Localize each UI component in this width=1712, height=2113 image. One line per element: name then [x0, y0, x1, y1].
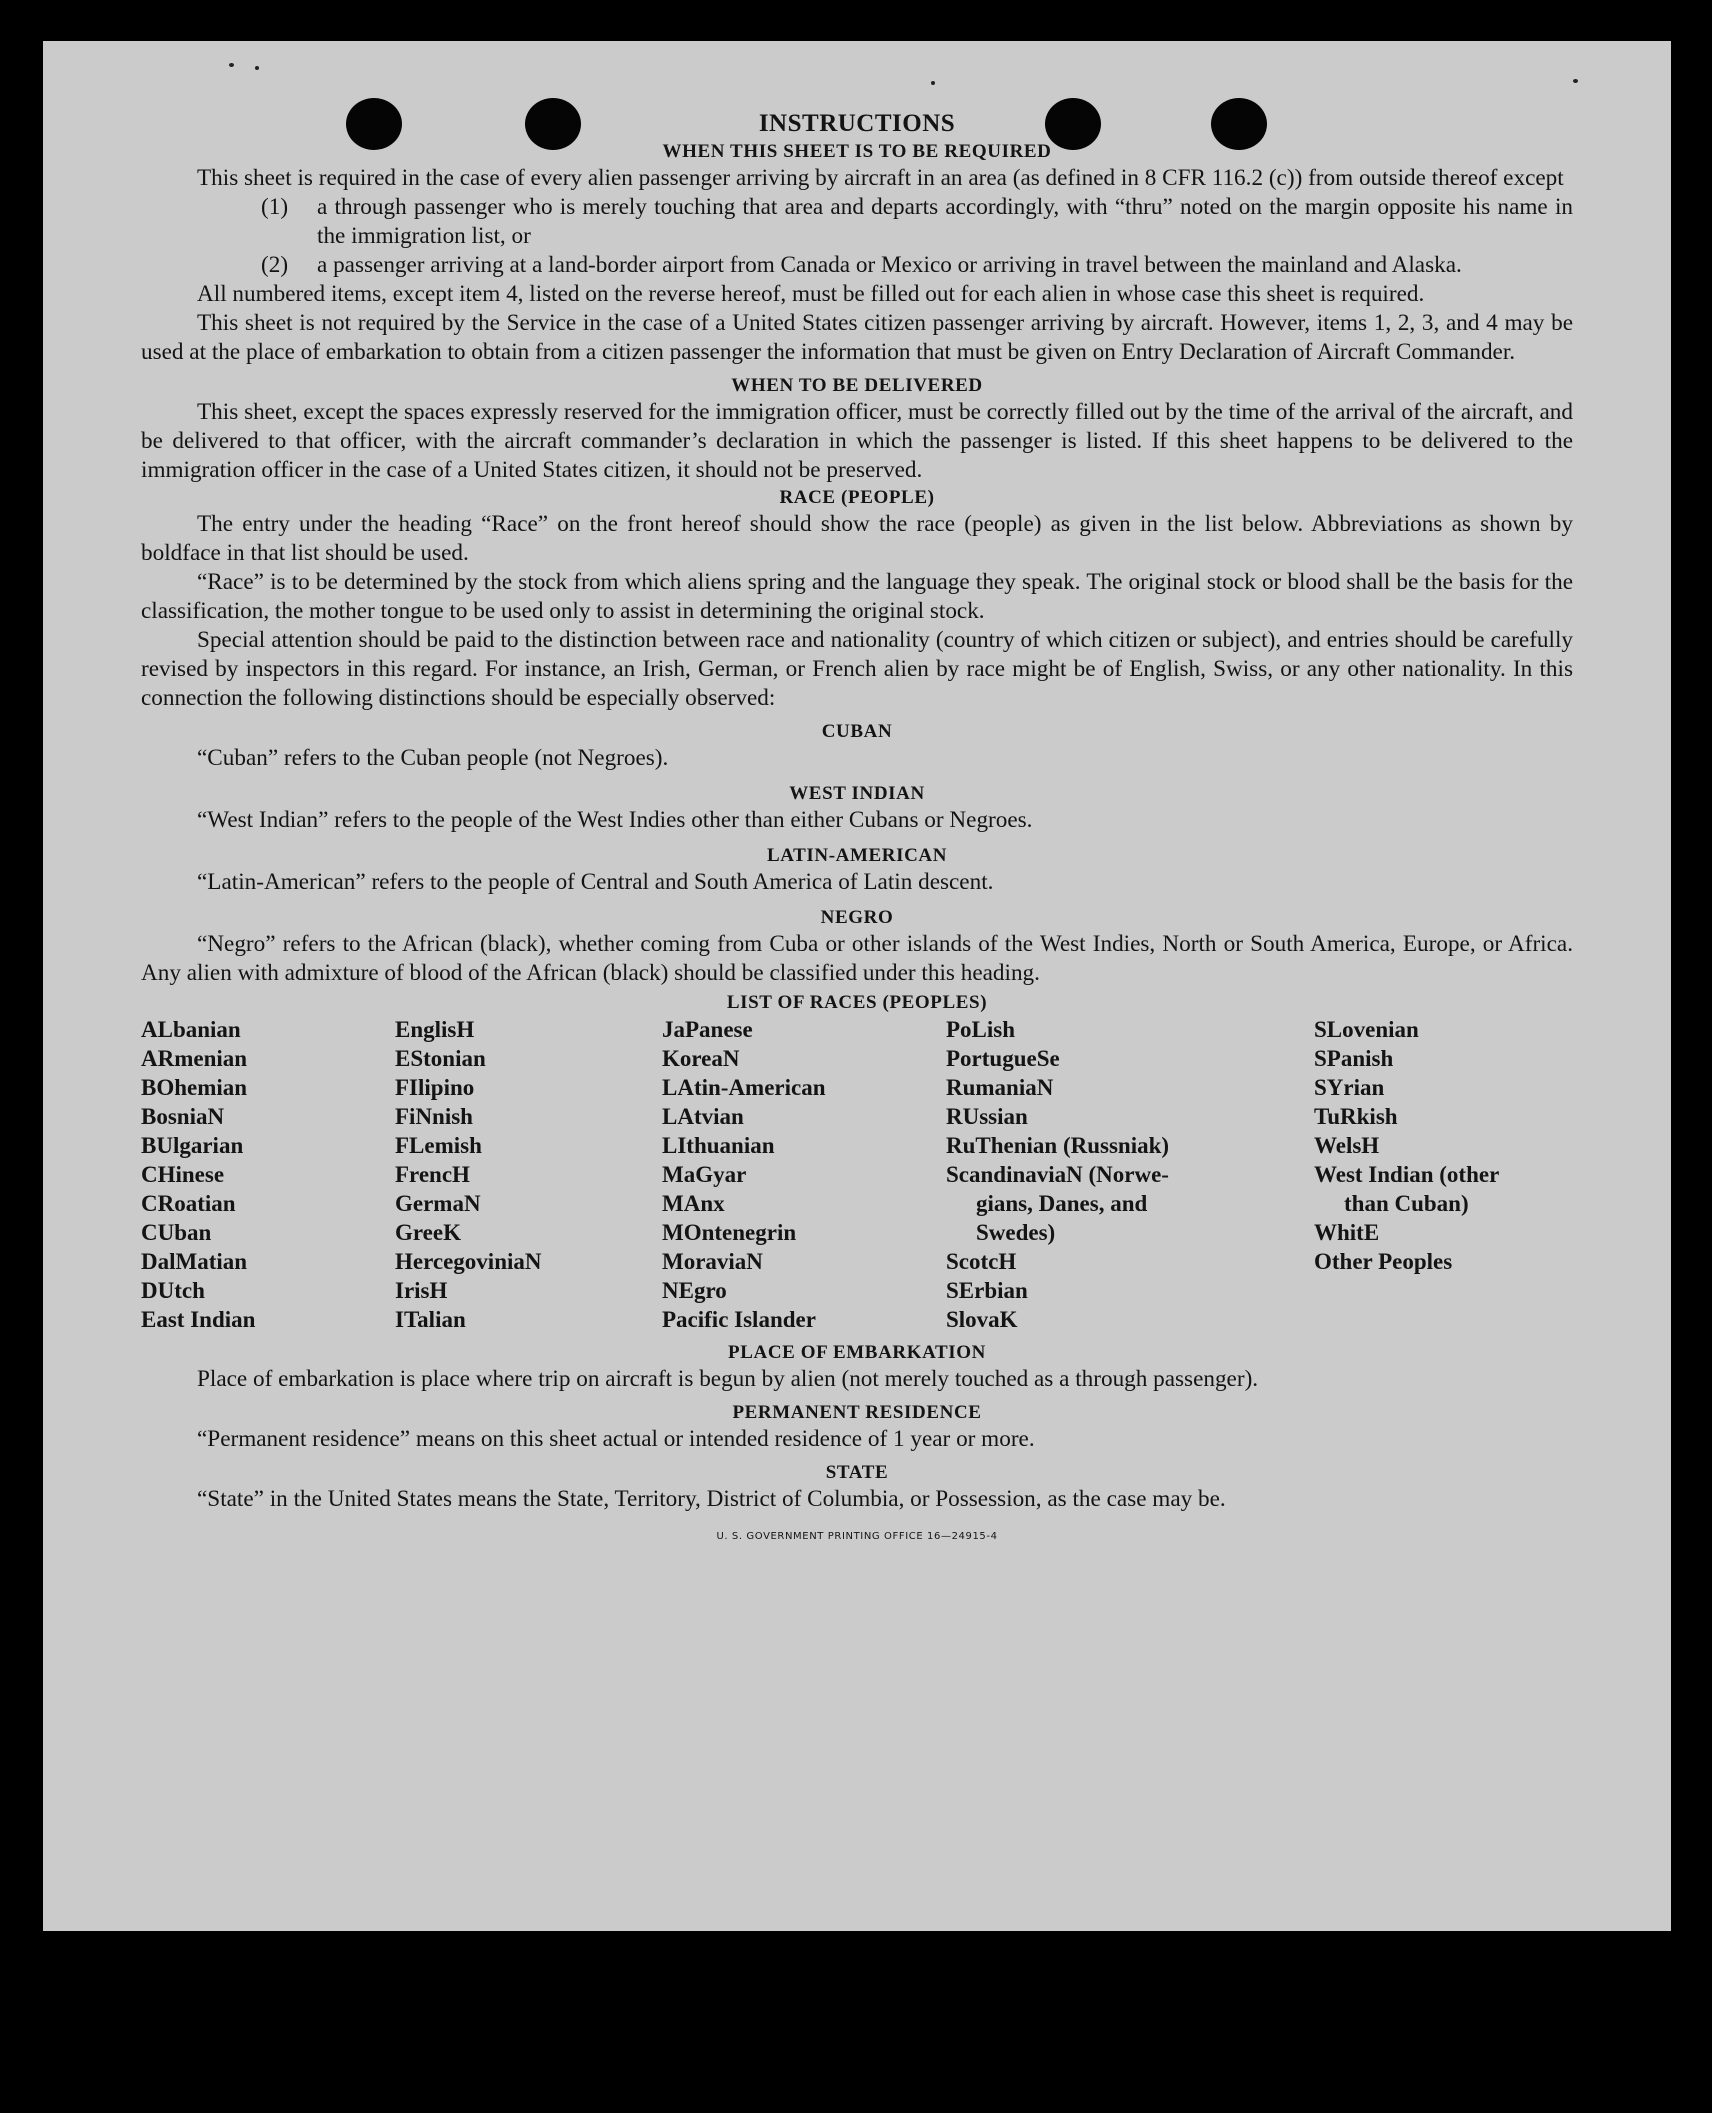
- race-item: SErbian: [946, 1278, 1028, 1303]
- race-item: IrisH: [395, 1278, 448, 1303]
- race-item: DUtch: [141, 1278, 205, 1303]
- race-item: SlovaK: [946, 1307, 1018, 1332]
- race-item: CHinese: [141, 1162, 225, 1187]
- race-item: MAnx: [662, 1191, 725, 1216]
- race-item: KoreaN: [662, 1046, 740, 1071]
- speck: [931, 81, 935, 85]
- race-item-continued: gians, Danes, and: [976, 1191, 1148, 1216]
- race-item: RumaniaN: [946, 1075, 1054, 1100]
- race-item-continued: Swedes): [976, 1220, 1056, 1245]
- heading-when-delivered: WHEN TO BE DELIVERED: [731, 375, 983, 396]
- race-item: West Indian (other: [1314, 1162, 1500, 1187]
- race-item: MOntenegrin: [662, 1220, 797, 1245]
- race-item: NEgro: [662, 1278, 727, 1303]
- race-item: LAtin-American: [662, 1075, 826, 1100]
- item-number: (2): [261, 252, 289, 278]
- heading-west-indian: WEST INDIAN: [789, 783, 925, 804]
- race-item: MoraviaN: [662, 1249, 763, 1274]
- race-item: SPanish: [1314, 1046, 1394, 1071]
- race-item: SLovenian: [1314, 1017, 1419, 1042]
- paragraph: This sheet is not required by the Service in the case of a United States citizen passenger arriving by aircraft. However, items 1, 2, 3, and 4 may be used at the place of embarkation to obtain from a citizen passenger the information that must be given on Entry Declaration of Aircraft Commander.: [141, 310, 1573, 365]
- race-item: GreeK: [395, 1220, 461, 1245]
- item-number: (1): [261, 194, 289, 220]
- heading-latin-american: LATIN-AMERICAN: [766, 845, 948, 866]
- race-item: FIlipino: [395, 1075, 475, 1100]
- races-column: [141, 1015, 395, 1334]
- paragraph: All numbered items, except item 4, listed on the reverse hereof, must be filled out for each alien in whose case this sheet is required.: [197, 281, 1425, 307]
- speck: [229, 63, 234, 67]
- race-item: Other Peoples: [1314, 1249, 1453, 1274]
- paragraph: “Race” is to be determined by the stock from which aliens spring and the language they speak. The original stock or blood shall be the basis for the classification, the mother tongue to be used only to assist in determining the original stock.: [141, 569, 1573, 624]
- paragraph: Place of embarkation is place where trip on aircraft is begun by alien (not merely touched as a through passenger).: [197, 1366, 1259, 1392]
- instructions-content: [141, 105, 1573, 1551]
- heading-state: STATE: [825, 1462, 889, 1483]
- race-item: WelsH: [1314, 1133, 1380, 1158]
- definition: “West Indian” refers to the people of the West Indies other than either Cubans or Negroes.: [197, 807, 1033, 833]
- heading-when-required: WHEN THIS SHEET IS TO BE REQUIRED: [662, 141, 1052, 162]
- race-item: LAtvian: [662, 1104, 744, 1129]
- race-item: TuRkish: [1314, 1104, 1398, 1129]
- race-item: ALbanian: [141, 1017, 241, 1042]
- document-sheet: [43, 41, 1671, 1931]
- printer-imprint: U. S. GOVERNMENT PRINTING OFFICE 16—24915-4: [716, 1531, 998, 1542]
- heading-list-of-races: LIST OF RACES (PEOPLES): [726, 992, 988, 1013]
- paragraph: This sheet, except the spaces expressly reserved for the immigration officer, must be correctly filled out by the time of the arrival of the aircraft, and be delivered to that officer, with the aircraft commander’s declaration in which the passenger is listed. If this sheet happens to be delivered to the immigration officer in the case of a United States citizen, it should not be preserved.: [141, 399, 1573, 483]
- race-item: LIthuanian: [662, 1133, 775, 1158]
- race-item: DalMatian: [141, 1249, 248, 1274]
- heading-embarkation: PLACE OF EMBARKATION: [728, 1342, 986, 1363]
- speck: [1573, 79, 1578, 83]
- race-item: East Indian: [141, 1307, 256, 1332]
- races-column: [662, 1015, 946, 1334]
- definition: “Cuban” refers to the Cuban people (not Negroes).: [197, 745, 669, 771]
- page-title: INSTRUCTIONS: [758, 110, 956, 137]
- race-item: PortugueSe: [946, 1046, 1060, 1071]
- item-text: a through passenger who is merely touching that area and departs accordingly, with “thru” noted on the margin opposite his name in the immigration list, or: [317, 194, 1573, 249]
- heading-residence: PERMANENT RESIDENCE: [732, 1402, 982, 1423]
- race-item: RuThenian (Russniak): [946, 1133, 1170, 1158]
- race-item: PoLish: [946, 1017, 1016, 1042]
- numbered-item: [141, 251, 1573, 280]
- race-item: ARmenian: [141, 1046, 248, 1071]
- races-column: [946, 1015, 1314, 1334]
- heading-cuban: CUBAN: [821, 721, 893, 742]
- races-list: [141, 1015, 1573, 1334]
- race-item: RUssian: [946, 1104, 1028, 1129]
- race-item: BOhemian: [141, 1075, 248, 1100]
- race-item: ITalian: [395, 1307, 466, 1332]
- paragraph: Special attention should be paid to the distinction between race and nationality (country of which citizen or subject), and entries should be carefully revised by inspectors in this regard. For instance, an Irish, German, or French alien by race might be of English, Swiss, or any other nationality. In this connection the following distinctions should be especially observed:: [141, 627, 1573, 711]
- paragraph: This sheet is required in the case of every alien passenger arriving by aircraft in an area (as defined in 8 CFR 116.2 (c)) from outside thereof except: [197, 165, 1564, 191]
- races-column: [1314, 1015, 1573, 1334]
- paragraph: “State” in the United States means the State, Territory, District of Columbia, or Possession, as the case may be.: [197, 1486, 1226, 1512]
- race-item: FiNnish: [395, 1104, 473, 1129]
- race-item: ScandinaviaN (Norwe-: [946, 1162, 1169, 1187]
- race-item: SYrian: [1314, 1075, 1385, 1100]
- heading-negro: NEGRO: [820, 907, 894, 928]
- paragraph: “Negro” refers to the African (black), whether coming from Cuba or other islands of the West Indies, North or South America, Europe, or Africa. Any alien with admixture of blood of the African (black) should be classified under this heading.: [141, 931, 1573, 986]
- definition: “Latin-American” refers to the people of Central and South America of Latin descent.: [197, 869, 994, 895]
- definition: “Permanent residence” means on this sheet actual or intended residence of 1 year or more.: [197, 1426, 1035, 1452]
- race-item: FLemish: [395, 1133, 482, 1158]
- race-item: CUban: [141, 1220, 212, 1245]
- race-item: WhitE: [1314, 1220, 1380, 1245]
- race-item: FrencH: [395, 1162, 470, 1187]
- numbered-item: [141, 193, 1573, 251]
- race-item: EStonian: [395, 1046, 486, 1071]
- race-item: BosniaN: [141, 1104, 225, 1129]
- race-item: EnglisH: [395, 1017, 475, 1042]
- speck: [255, 66, 259, 70]
- heading-race: RACE (PEOPLE): [779, 487, 935, 508]
- race-item: CRoatian: [141, 1191, 236, 1216]
- race-item: ScotcH: [946, 1249, 1017, 1274]
- race-item: JaPanese: [662, 1017, 753, 1042]
- race-item: HercegoviniaN: [395, 1249, 542, 1274]
- race-item: Pacific Islander: [662, 1307, 816, 1332]
- races-column: [395, 1015, 662, 1334]
- race-item: BUlgarian: [141, 1133, 244, 1158]
- item-text: a passenger arriving at a land-border airport from Canada or Mexico or arriving in travel between the mainland and Alaska.: [317, 252, 1462, 278]
- race-item: GermaN: [395, 1191, 481, 1216]
- race-item-continued: than Cuban): [1344, 1191, 1469, 1216]
- paragraph: The entry under the heading “Race” on the front hereof should show the race (people) as given in the list below. Abbreviations as shown by boldface in that list should be used.: [141, 511, 1573, 566]
- race-item: MaGyar: [662, 1162, 747, 1187]
